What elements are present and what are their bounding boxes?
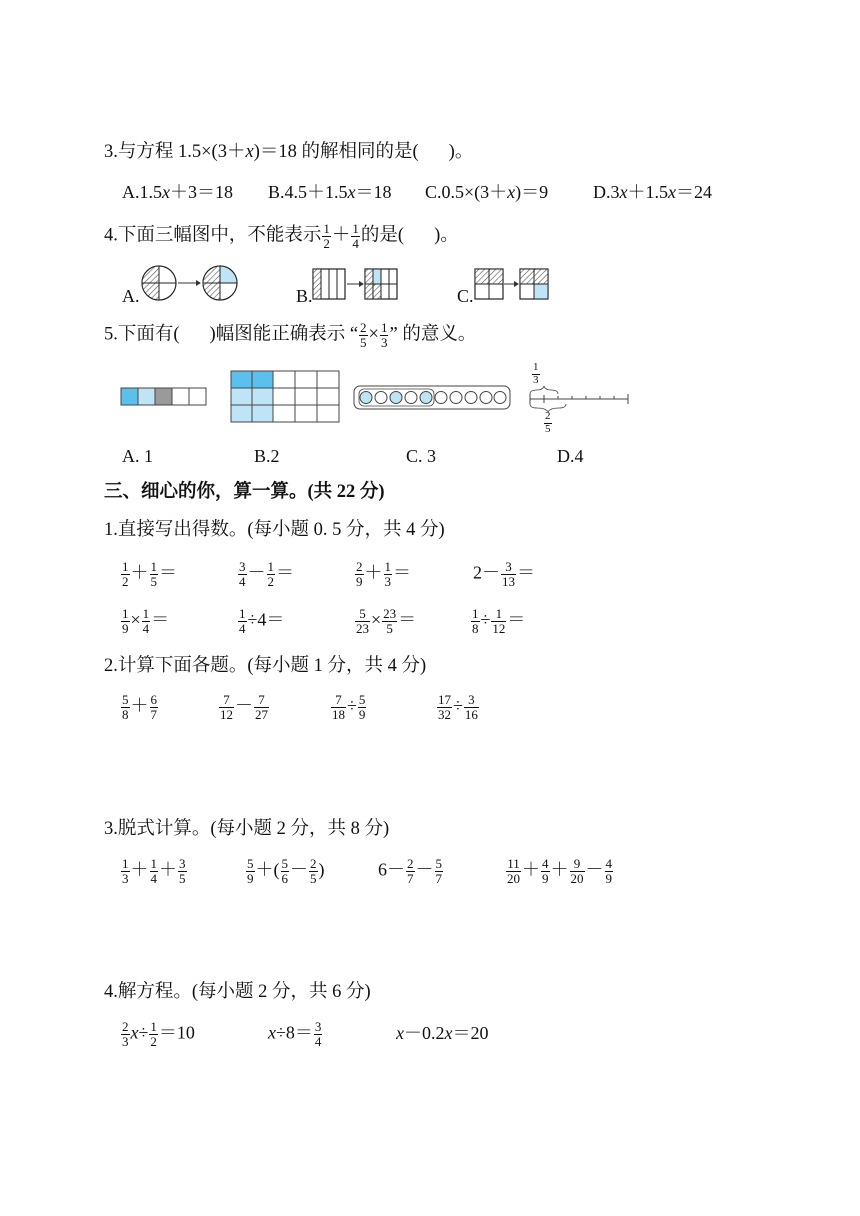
p4-equation-2: x÷8＝ $\frac{3}{4}$	[268, 1019, 322, 1049]
p1-expr-4: 2－ $\frac{3}{13}$ ＝	[473, 559, 535, 589]
p1-expr-3: $\frac{2}{9}$ ＋ $\frac{1}{3}$ ＝	[356, 559, 411, 589]
q5-stem: 5.下面有( )幅图能正确表示 “ $\frac{2}{5}$ × $\frac{1}{3}$ ” 的意义。	[104, 320, 477, 350]
q4-figure-b	[312, 268, 402, 302]
q4-label-b: B.	[296, 286, 313, 306]
q3-option-d: D.3x＋1.5x＝24	[593, 182, 712, 202]
p1-expr-8: $\frac{1}{8}$ ÷ $\frac{1}{12}$ ＝	[472, 606, 526, 636]
p4-equation-1: $\frac{2}{3}$ x÷ $\frac{1}{2}$ ＝10	[122, 1019, 195, 1049]
q5-option-d: D.4	[557, 446, 584, 466]
fraction: $\frac{1}{2}$	[323, 221, 330, 251]
q4-figure-c	[474, 268, 554, 302]
part3-title: 3.脱式计算。(每小题 2 分，共 8 分)	[104, 819, 390, 839]
q5-option-a: A. 1	[122, 446, 153, 466]
q5-figure-a	[120, 387, 210, 407]
p2-expr-3: $\frac{7}{18}$ ÷ $\frac{5}{9}$	[332, 692, 366, 722]
p3-expr-2: $\frac{5}{9}$ ＋( $\frac{5}{6}$ － $\frac{2}{5}$ )	[247, 856, 325, 886]
section-title: 三、细心的你，算一算。(共 22 分)	[104, 482, 385, 502]
q4-label-a: A.	[122, 286, 140, 306]
q5-figure-d-bottom-label: $\frac{2}{5}$	[545, 410, 551, 435]
p1-expr-1: $\frac{1}{2}$ ＋ $\frac{1}{5}$ ＝	[122, 559, 177, 589]
q5-figure-b	[230, 370, 342, 426]
p2-expr-4: $\frac{17}{32}$ ÷ $\frac{3}{16}$	[438, 692, 478, 722]
q5-option-c: C. 3	[406, 446, 437, 466]
p1-expr-7: $\frac{5}{23}$ × $\frac{23}{5}$ ＝	[356, 606, 417, 636]
p1-expr-5: $\frac{1}{9}$ × $\frac{1}{4}$ ＝	[122, 606, 170, 636]
q3-option-a: A.1.5x＋3＝18	[122, 182, 233, 202]
p3-expr-4: $\frac{11}{20}$ ＋ $\frac{4}{9}$ ＋ $\frac{9}{20}$ － $\frac{4}{9}$	[507, 856, 612, 886]
p2-expr-2: $\frac{7}{12}$ － $\frac{7}{27}$	[220, 692, 268, 722]
part1-title: 1.直接写出得数。(每小题 0. 5 分，共 4 分)	[104, 520, 445, 540]
p2-expr-1: $\frac{5}{8}$ ＋ $\frac{6}{7}$	[122, 692, 157, 722]
q3-option-c: C.0.5×(3＋x)＝9	[425, 182, 549, 202]
p1-expr-6: $\frac{1}{4}$ ÷4＝	[239, 606, 285, 636]
part2-title: 2.计算下面各题。(每小题 1 分，共 4 分)	[104, 656, 427, 676]
fraction: $\frac{1}{3}$	[380, 320, 388, 350]
p3-expr-3: 6－ $\frac{2}{7}$ － $\frac{5}{7}$	[378, 856, 442, 886]
p1-expr-2: $\frac{3}{4}$ － $\frac{1}{2}$ ＝	[239, 559, 294, 589]
fraction: $\frac{1}{4}$	[352, 221, 359, 251]
q5-option-b: B.2	[254, 446, 280, 466]
q4-stem: 4.下面三幅图中，不能表示 $\frac{1}{2}$ ＋ $\frac{1}{4}$ 的是( )。	[104, 221, 459, 251]
part4-title: 4.解方程。(每小题 2 分，共 6 分)	[104, 982, 371, 1002]
p3-expr-1: $\frac{1}{3}$ ＋ $\frac{1}{4}$ ＋ $\frac{3}{5}$	[122, 856, 186, 886]
q4-figure-a	[140, 264, 240, 302]
q3-option-b: B.4.5＋1.5x＝18	[268, 182, 392, 202]
q4-label-c: C.	[457, 286, 474, 306]
q5-figure-c	[353, 384, 513, 412]
p4-equation-3: x－0.2x＝20	[396, 1023, 489, 1043]
q3-stem: 3.与方程 1.5×(3＋x)＝18 的解相同的是( )。	[104, 142, 474, 162]
fraction: $\frac{2}{5}$	[360, 320, 367, 350]
q5-figure-d-top-label: $\frac{1}{3}$	[533, 361, 539, 386]
